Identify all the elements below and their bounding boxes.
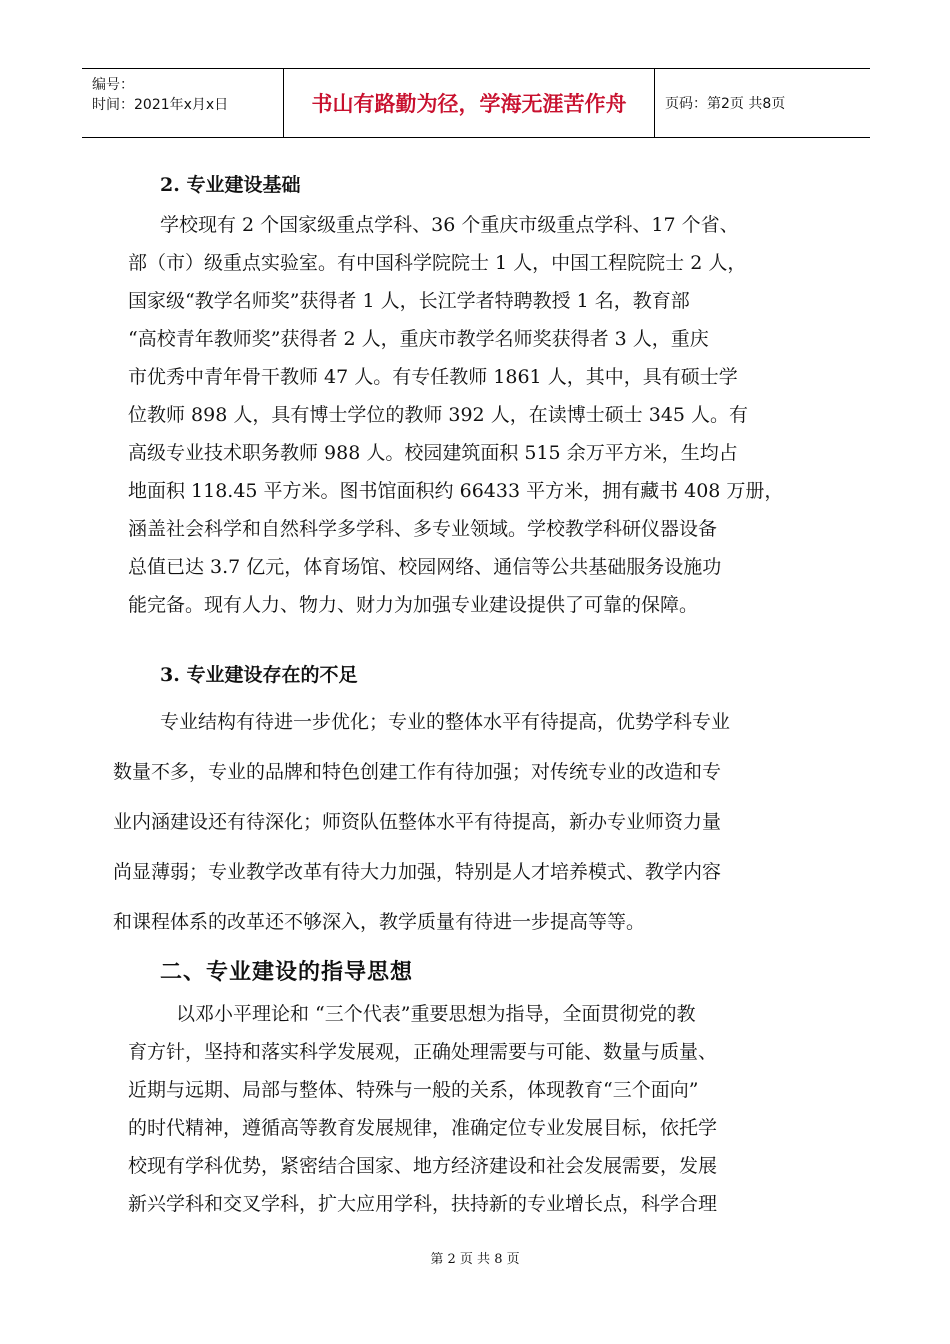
section-2-line: 地面积 118.45 平方米。图书馆面积约 66433 平方米，拥有藏书 408 万册，	[128, 480, 784, 502]
header-meta	[82, 69, 284, 137]
section-2-line: 国家级“教学名师奖”获得者 1 人，长江学者特聘教授 1 名，教育部	[128, 290, 690, 312]
section-2-line: 高级专业技术职务教师 988 人。校园建筑面积 515 余万平方米，生均占	[128, 442, 738, 464]
section-3-line: 尚显薄弱；专业教学改革有待大力加强，特别是人才培养模式、教学内容	[113, 861, 722, 883]
section-2-line: 部（市）级重点实验室。有中国科学院院士 1 人，中国工程院院士 2 人，	[128, 252, 747, 274]
document-header	[82, 68, 870, 138]
section-3-line: 业内涵建设还有待深化；师资队伍整体水平有待提高，新办专业师资力量	[113, 811, 722, 833]
header-date-label: 时间：2021年x月x日	[92, 97, 229, 113]
header-page-info: 页码：第2页 共8页	[665, 96, 786, 112]
part-2-line: 育方针，坚持和落实科学发展观，正确处理需要与可能、数量与质量、	[128, 1041, 718, 1063]
part-2-heading: 二、专业建设的指导思想	[160, 959, 414, 985]
page-footer: 第 2 页 共 8 页	[430, 1252, 520, 1267]
section-2-line: 总值已达 3.7 亿元，体育场馆、校园网络、通信等公共基础服务设施功	[128, 556, 722, 578]
section-2-heading: 2. 专业建设基础	[160, 174, 301, 196]
section-3-line: 和课程体系的改革还不够深入，教学质量有待进一步提高等等。	[113, 911, 646, 933]
header-motto: 书山有路勤为径，学海无涯苦作舟	[284, 69, 655, 137]
part-2-line: 以邓小平理论和 “三个代表”重要思想为指导，全面贯彻党的教	[176, 1003, 696, 1025]
section-3-line: 专业结构有待进一步优化；专业的整体水平有待提高，优势学科专业	[160, 711, 731, 733]
part-2-line: 校现有学科优势，紧密结合国家、地方经济建设和社会发展需要，发展	[128, 1155, 718, 1177]
section-3-heading: 3. 专业建设存在的不足	[160, 664, 358, 686]
section-3-line: 数量不多，专业的品牌和特色创建工作有待加强；对传统专业的改造和专	[113, 761, 722, 783]
section-2-line: 市优秀中青年骨干教师 47 人。有专任教师 1861 人，其中，具有硕士学	[128, 366, 738, 388]
section-2-line: 学校现有 2 个国家级重点学科、36 个重庆市级重点学科、17 个省、	[160, 214, 739, 236]
section-2-line: “高校青年教师奖”获得者 2 人，重庆市教学名师奖获得者 3 人，重庆	[128, 328, 709, 350]
header-number-label: 编号：	[92, 77, 134, 93]
section-2-line: 能完备。现有人力、物力、财力为加强专业建设提供了可靠的保障。	[128, 594, 699, 616]
part-2-line: 新兴学科和交叉学科，扩大应用学科，扶持新的专业增长点，科学合理	[128, 1193, 718, 1215]
section-2-line: 位教师 898 人，具有博士学位的教师 392 人，在读博士硕士 345 人。有	[128, 404, 749, 426]
part-2-line: 近期与远期、局部与整体、特殊与一般的关系，体现教育“三个面向”	[128, 1079, 699, 1101]
part-2-line: 的时代精神，遵循高等教育发展规律，准确定位专业发展目标，依托学	[128, 1117, 718, 1139]
section-2-line: 涵盖社会科学和自然科学多学科、多专业领域。学校教学科研仪器设备	[128, 518, 718, 540]
